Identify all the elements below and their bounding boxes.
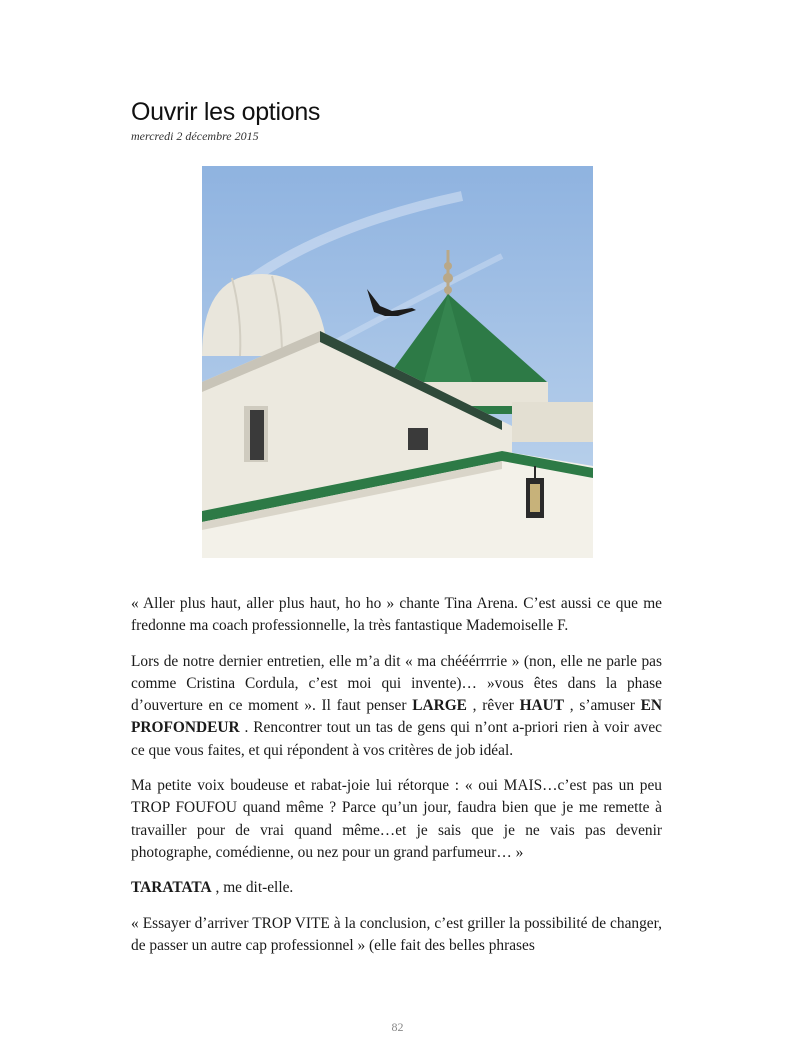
page-number: 82 xyxy=(391,1020,404,1034)
emphasis: LARGE xyxy=(412,697,467,715)
emphasis: EN PROFONDEUR xyxy=(131,697,663,737)
emphasis: HAUT xyxy=(519,697,565,715)
paragraph: Lors de notre dernier entretien, elle m’a dit « ma chééérrrrie » (non, elle ne parle pas comme Cristina Cordula, c’est moi qui invente)… »vous êtes dans la phase d’ouverture en ce moment ». Il faut penser LARGE , rêver HAUT , s’amuser EN PROFONDEUR . Rencontrer tout un tas de gens qui n’ont a-priori rien à voir avec ce que vous faites, et qui répondent à vos critères de job idéal. xyxy=(131,652,663,759)
paragraph: « Essayer d’arriver TROP VITE à la conclusion, c’est griller la possibilité de changer, de passer un autre cap professionnel » (elle fait des belles phrases xyxy=(131,914,662,954)
paragraph: « Aller plus haut, aller plus haut, ho ho » chante Tina Arena. C’est aussi ce que me fredonne ma coach professionnelle, la très fantastique Mademoiselle F. xyxy=(131,595,662,635)
paragraph: Ma petite voix boudeuse et rabat-joie lui rétorque : « oui MAIS…c’est pas un peu TROP FOUFOU quand même ? Parce qu’un jour, faudra bien que je me remette à travailler pour de vrai quand même…et je sais que je ne vais pas devenir photographe, comédienne, ou nez pour un grand parfumeur… » xyxy=(131,777,662,861)
paragraph: TARATATA , me dit-elle. xyxy=(131,879,294,897)
article-body xyxy=(131,593,662,970)
emphasis: TARATATA xyxy=(131,879,212,897)
article-photo xyxy=(202,166,593,558)
article-date: mercredi 2 décembre 2015 xyxy=(131,129,259,143)
article-title: Ouvrir les options xyxy=(131,98,321,126)
